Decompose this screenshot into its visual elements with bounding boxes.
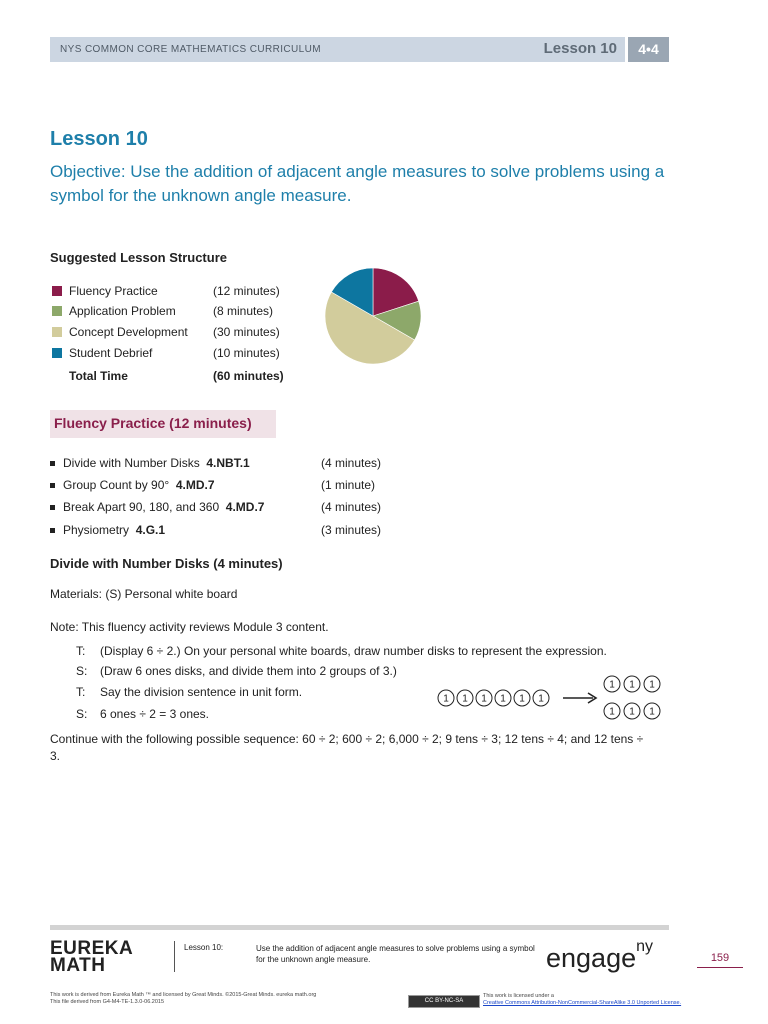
- disk-label: 1: [462, 693, 468, 705]
- activity-heading: Divide with Number Disks (4 minutes): [50, 556, 283, 571]
- footer-objective: Use the addition of adjacent angle measures to solve problems using a symbol for the unknown angle measure.: [256, 944, 535, 964]
- disk-label: 1: [500, 693, 506, 705]
- bullet-icon: [50, 483, 55, 488]
- cc-license-badge[interactable]: CC BY-NC-SA: [408, 995, 480, 1008]
- activity-standard: 4.MD.7: [225, 500, 265, 514]
- module-code: 4•4: [625, 37, 669, 62]
- dialogue-line: [76, 644, 607, 658]
- concept-swatch: [52, 327, 62, 337]
- structure-item-minutes: (8 minutes): [213, 304, 274, 318]
- footer-lesson: Lesson 10:: [184, 943, 224, 952]
- bullet-icon: [50, 461, 55, 466]
- speaker: T:: [76, 644, 86, 658]
- activity-name: Divide with Number Disks: [63, 456, 200, 470]
- disk-label: 1: [629, 706, 635, 718]
- disk-label: 1: [649, 706, 655, 718]
- license-line: This work is licensed under a: [483, 993, 554, 999]
- structure-item-minutes: (10 minutes): [213, 346, 280, 360]
- activity-minutes: (4 minutes): [321, 500, 382, 514]
- continue-sequence: Continue with the following possible sequence: 60 ÷ 2; 600 ÷ 2; 6,000 ÷ 2; 9 tens ÷ 3; 12 tens ÷ 4; and 12 tens ÷ 3.: [50, 732, 644, 763]
- attribution: [50, 992, 316, 1006]
- disk-label: 1: [609, 706, 615, 718]
- engage-superscript: ny: [636, 938, 654, 955]
- engageny-logo: [546, 938, 654, 974]
- fluency-swatch: [52, 286, 62, 296]
- debrief-swatch: [52, 348, 62, 358]
- structure-heading: Suggested Lesson Structure: [50, 250, 227, 265]
- activity-standard: 4.G.1: [135, 523, 166, 537]
- disk-label: 1: [443, 693, 449, 705]
- disk-label: 1: [649, 679, 655, 691]
- total-minutes: (60 minutes): [213, 369, 284, 383]
- license-text: [483, 993, 681, 1007]
- activity-minutes: (4 minutes): [321, 456, 382, 470]
- curriculum-title: NYS COMMON CORE MATHEMATICS CURRICULUM: [60, 44, 321, 55]
- disk-label: 1: [609, 679, 615, 691]
- activity-minutes: (3 minutes): [321, 523, 382, 537]
- dialogue-text: 6 ones ÷ 2 = 3 ones.: [100, 707, 209, 721]
- activity-standard: 4.NBT.1: [206, 456, 250, 470]
- dialogue-line: [76, 664, 397, 678]
- logo-text: EUREKA MATH: [50, 938, 134, 976]
- lesson-structure-pie: [323, 266, 423, 366]
- activity-name: Break Apart 90, 180, and 360: [63, 500, 220, 514]
- engage-text: engage: [546, 943, 637, 973]
- disk-label: 1: [629, 679, 635, 691]
- bullet-icon: [50, 505, 55, 510]
- activity-standard: 4.MD.7: [175, 478, 215, 492]
- disk-label: 1: [538, 693, 544, 705]
- dialogue-text: (Draw 6 ones disks, and divide them into 2 groups of 3.): [100, 664, 397, 678]
- header-band: [50, 37, 669, 62]
- lesson-objective: Objective: Use the addition of adjacent angle measures to solve problems using a symbol for the unknown angle measure.: [50, 162, 665, 205]
- structure-item-name: Concept Development: [69, 325, 188, 339]
- disk-label: 1: [481, 693, 487, 705]
- fluency-heading-box: [50, 410, 276, 438]
- dialogue-text: Say the division sentence in unit form.: [100, 685, 303, 699]
- fluency-heading: Fluency Practice (12 minutes): [54, 415, 252, 431]
- footer-divider: [174, 941, 175, 972]
- page-number-underline: [697, 967, 743, 968]
- structure-item-minutes: (30 minutes): [213, 325, 280, 339]
- activity-name: Group Count by 90°: [63, 478, 170, 492]
- lesson-title: Lesson 10: [50, 128, 148, 150]
- application-swatch: [52, 306, 62, 316]
- structure-item-minutes: (12 minutes): [213, 284, 280, 298]
- materials: Materials: (S) Personal white board: [50, 587, 238, 601]
- dialogue-line: [76, 685, 302, 699]
- speaker: T:: [76, 685, 86, 699]
- bullet-icon: [50, 528, 55, 533]
- activity-minutes: (1 minute): [321, 478, 376, 492]
- license-link[interactable]: Creative Commons Attribution-NonCommercial-ShareAlike 3.0 Unported License.: [483, 1000, 682, 1006]
- dialogue-line: [76, 707, 209, 721]
- total-label: Total Time: [69, 369, 128, 383]
- footer-rule: [50, 925, 669, 930]
- structure-item-name: Student Debrief: [69, 346, 153, 360]
- disk-label: 1: [519, 693, 525, 705]
- number-disks-diagram: [437, 672, 667, 724]
- activity-name: Physiometry: [63, 523, 130, 537]
- attribution-line: This work is derived from Eureka Math ™ and licensed by Great Minds. ©2015-Great Minds. eureka math.org: [50, 992, 317, 998]
- speaker: S:: [76, 707, 88, 721]
- page-number: 159: [710, 952, 730, 964]
- attribution-line: This file derived from G4-M4-TE-1.3.0-06.2015: [50, 999, 165, 1005]
- activity-note: Note: This fluency activity reviews Module 3 content.: [50, 620, 329, 634]
- header-lesson: Lesson 10: [543, 40, 617, 57]
- speaker: S:: [76, 664, 88, 678]
- eureka-math-logo: [50, 940, 133, 974]
- structure-item-name: Application Problem: [69, 304, 176, 318]
- dialogue-text: (Display 6 ÷ 2.) On your personal white boards, draw number disks to represent the expression.: [100, 644, 607, 658]
- structure-item-name: Fluency Practice: [69, 284, 158, 298]
